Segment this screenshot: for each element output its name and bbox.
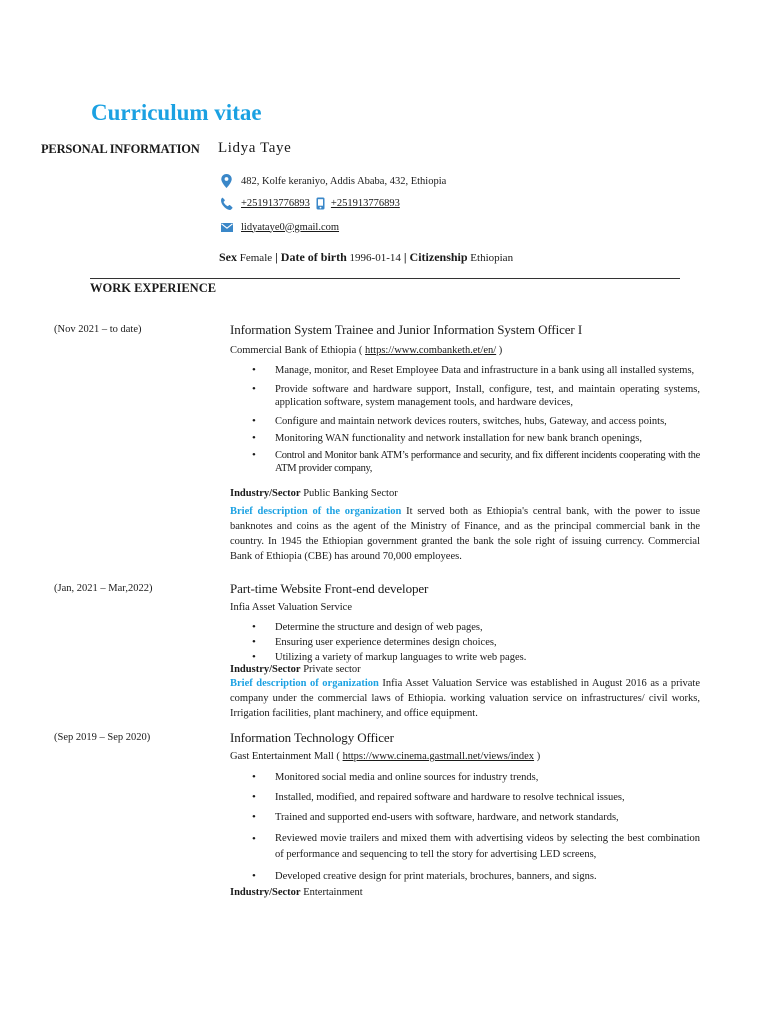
email-link[interactable]: lidyataye0@gmail.com — [241, 221, 340, 233]
job-date: (Nov 2021 – to date) — [54, 324, 142, 335]
section-divider — [90, 278, 680, 279]
company-name: Gast Entertainment Mall ( https://www.cinema.gastmall.net/views/index ) — [230, 751, 541, 762]
location-pin-icon — [220, 174, 233, 188]
organization-description: Brief description of organization Infia Asset Valuation Service was established in August 2016 as a private company under the commercial laws of Ethiopia. working valuation service on infrastructures/ civil works, Irrigation facilities, plant machinery, and office equipment. — [230, 678, 701, 719]
candidate-name: Lidya Taye — [218, 140, 292, 156]
company-name: Commercial Bank of Ethiopia ( https://www.combanketh.et/en/ ) — [230, 345, 503, 356]
list-item: • Manage, monitor, and Reset Employee Data and infrastructure in a bank using all installed systems, — [230, 364, 700, 377]
list-item: • Developed creative design for print materials, brochures, banners, and signs. — [230, 870, 700, 883]
list-item: • Configure and maintain network devices routers, switches, hubs, Gateway, and access points, — [230, 415, 700, 428]
phone-icon — [220, 196, 233, 210]
personal-details — [219, 250, 513, 265]
email-row — [220, 220, 339, 234]
list-item: • Installed, modified, and repaired software and hardware to resolve technical issues, — [230, 791, 700, 804]
address-text: 482, Kolfe keraniyo, Addis Ababa, 432, Ethiopia — [241, 175, 447, 187]
job-date: (Jan, 2021 – Mar,2022) — [54, 583, 153, 594]
industry-line: Industry/Sector Entertainment — [230, 887, 363, 898]
job-duties-list — [230, 771, 700, 883]
separator: | — [272, 250, 281, 264]
job-title: Information System Trainee and Junior Information System Officer I — [230, 322, 583, 337]
list-item: • Provide software and hardware support, Install, configure, test, and maintain operating systems, application software, system management tools, and hardware devices, — [230, 383, 700, 409]
company-name: Infia Asset Valuation Service — [230, 602, 352, 613]
organization-description: Brief description of the organization It served both as Ethiopia's central bank, with the power to issue banknotes and coins as the agent of the Ministry of Finance, and as the principal commercial bank in the country. In 1945 the Ethiopian government granted the bank the sole right of issuing currency. Commercial Bank of Ethiopia (CBE) has around 70,000 employees. — [230, 506, 700, 562]
job-date: (Sep 2019 – Sep 2020) — [54, 732, 151, 743]
mobile-icon — [314, 196, 327, 210]
work-experience-heading: WORK EXPERIENCE — [90, 281, 217, 295]
sex-value: Female — [239, 252, 273, 264]
list-item: • Determine the structure and design of web pages, — [230, 621, 700, 634]
phone-row — [220, 196, 400, 210]
citizenship-label: Citizenship — [409, 250, 468, 264]
sex-label: Sex — [219, 250, 237, 264]
company-link[interactable]: https://www.cinema.gastmall.net/views/index — [342, 751, 535, 762]
job-duties-list — [230, 364, 700, 475]
list-item: • Utilizing a variety of markup languages to write web pages. — [230, 651, 700, 664]
address-row — [220, 174, 446, 188]
dob-value: 1996-01-14 — [349, 252, 401, 264]
phone-link[interactable]: +251913776893 — [241, 197, 310, 209]
list-item: • Control and Monitor bank ATM’s performance and security, and fix different incidents cooperating with the ATM provider company, — [230, 449, 700, 475]
industry-line: Industry/Sector Public Banking Sector — [230, 488, 398, 499]
list-item: • Ensuring user experience determines design choices, — [230, 636, 700, 649]
industry-line: Industry/Sector Private sector — [230, 664, 361, 675]
job-duties-list — [230, 621, 700, 664]
email-icon — [220, 220, 233, 234]
job-title: Part-time Website Front-end developer — [230, 581, 429, 596]
list-item: • Monitoring WAN functionality and network installation for new bank branch openings, — [230, 432, 700, 445]
list-item: • Trained and supported end-users with software, hardware, and network standards, — [230, 811, 700, 824]
job-title: Information Technology Officer — [230, 730, 394, 745]
citizenship-value: Ethiopian — [470, 252, 514, 264]
personal-information-label: PERSONAL INFORMATION — [41, 142, 200, 156]
separator: | — [400, 250, 410, 264]
page-title: Curriculum vitae — [91, 100, 262, 125]
list-item: • Reviewed movie trailers and mixed them with advertising videos by selecting the best combination of performance and sequencing to tell the story for advertising LED screens, — [230, 831, 700, 863]
list-item: • Monitored social media and online sources for industry trends, — [230, 771, 700, 784]
dob-label: Date of birth — [280, 250, 347, 264]
company-link[interactable]: https://www.combanketh.et/en/ — [365, 345, 497, 356]
mobile-link[interactable]: +251913776893 — [330, 197, 400, 209]
